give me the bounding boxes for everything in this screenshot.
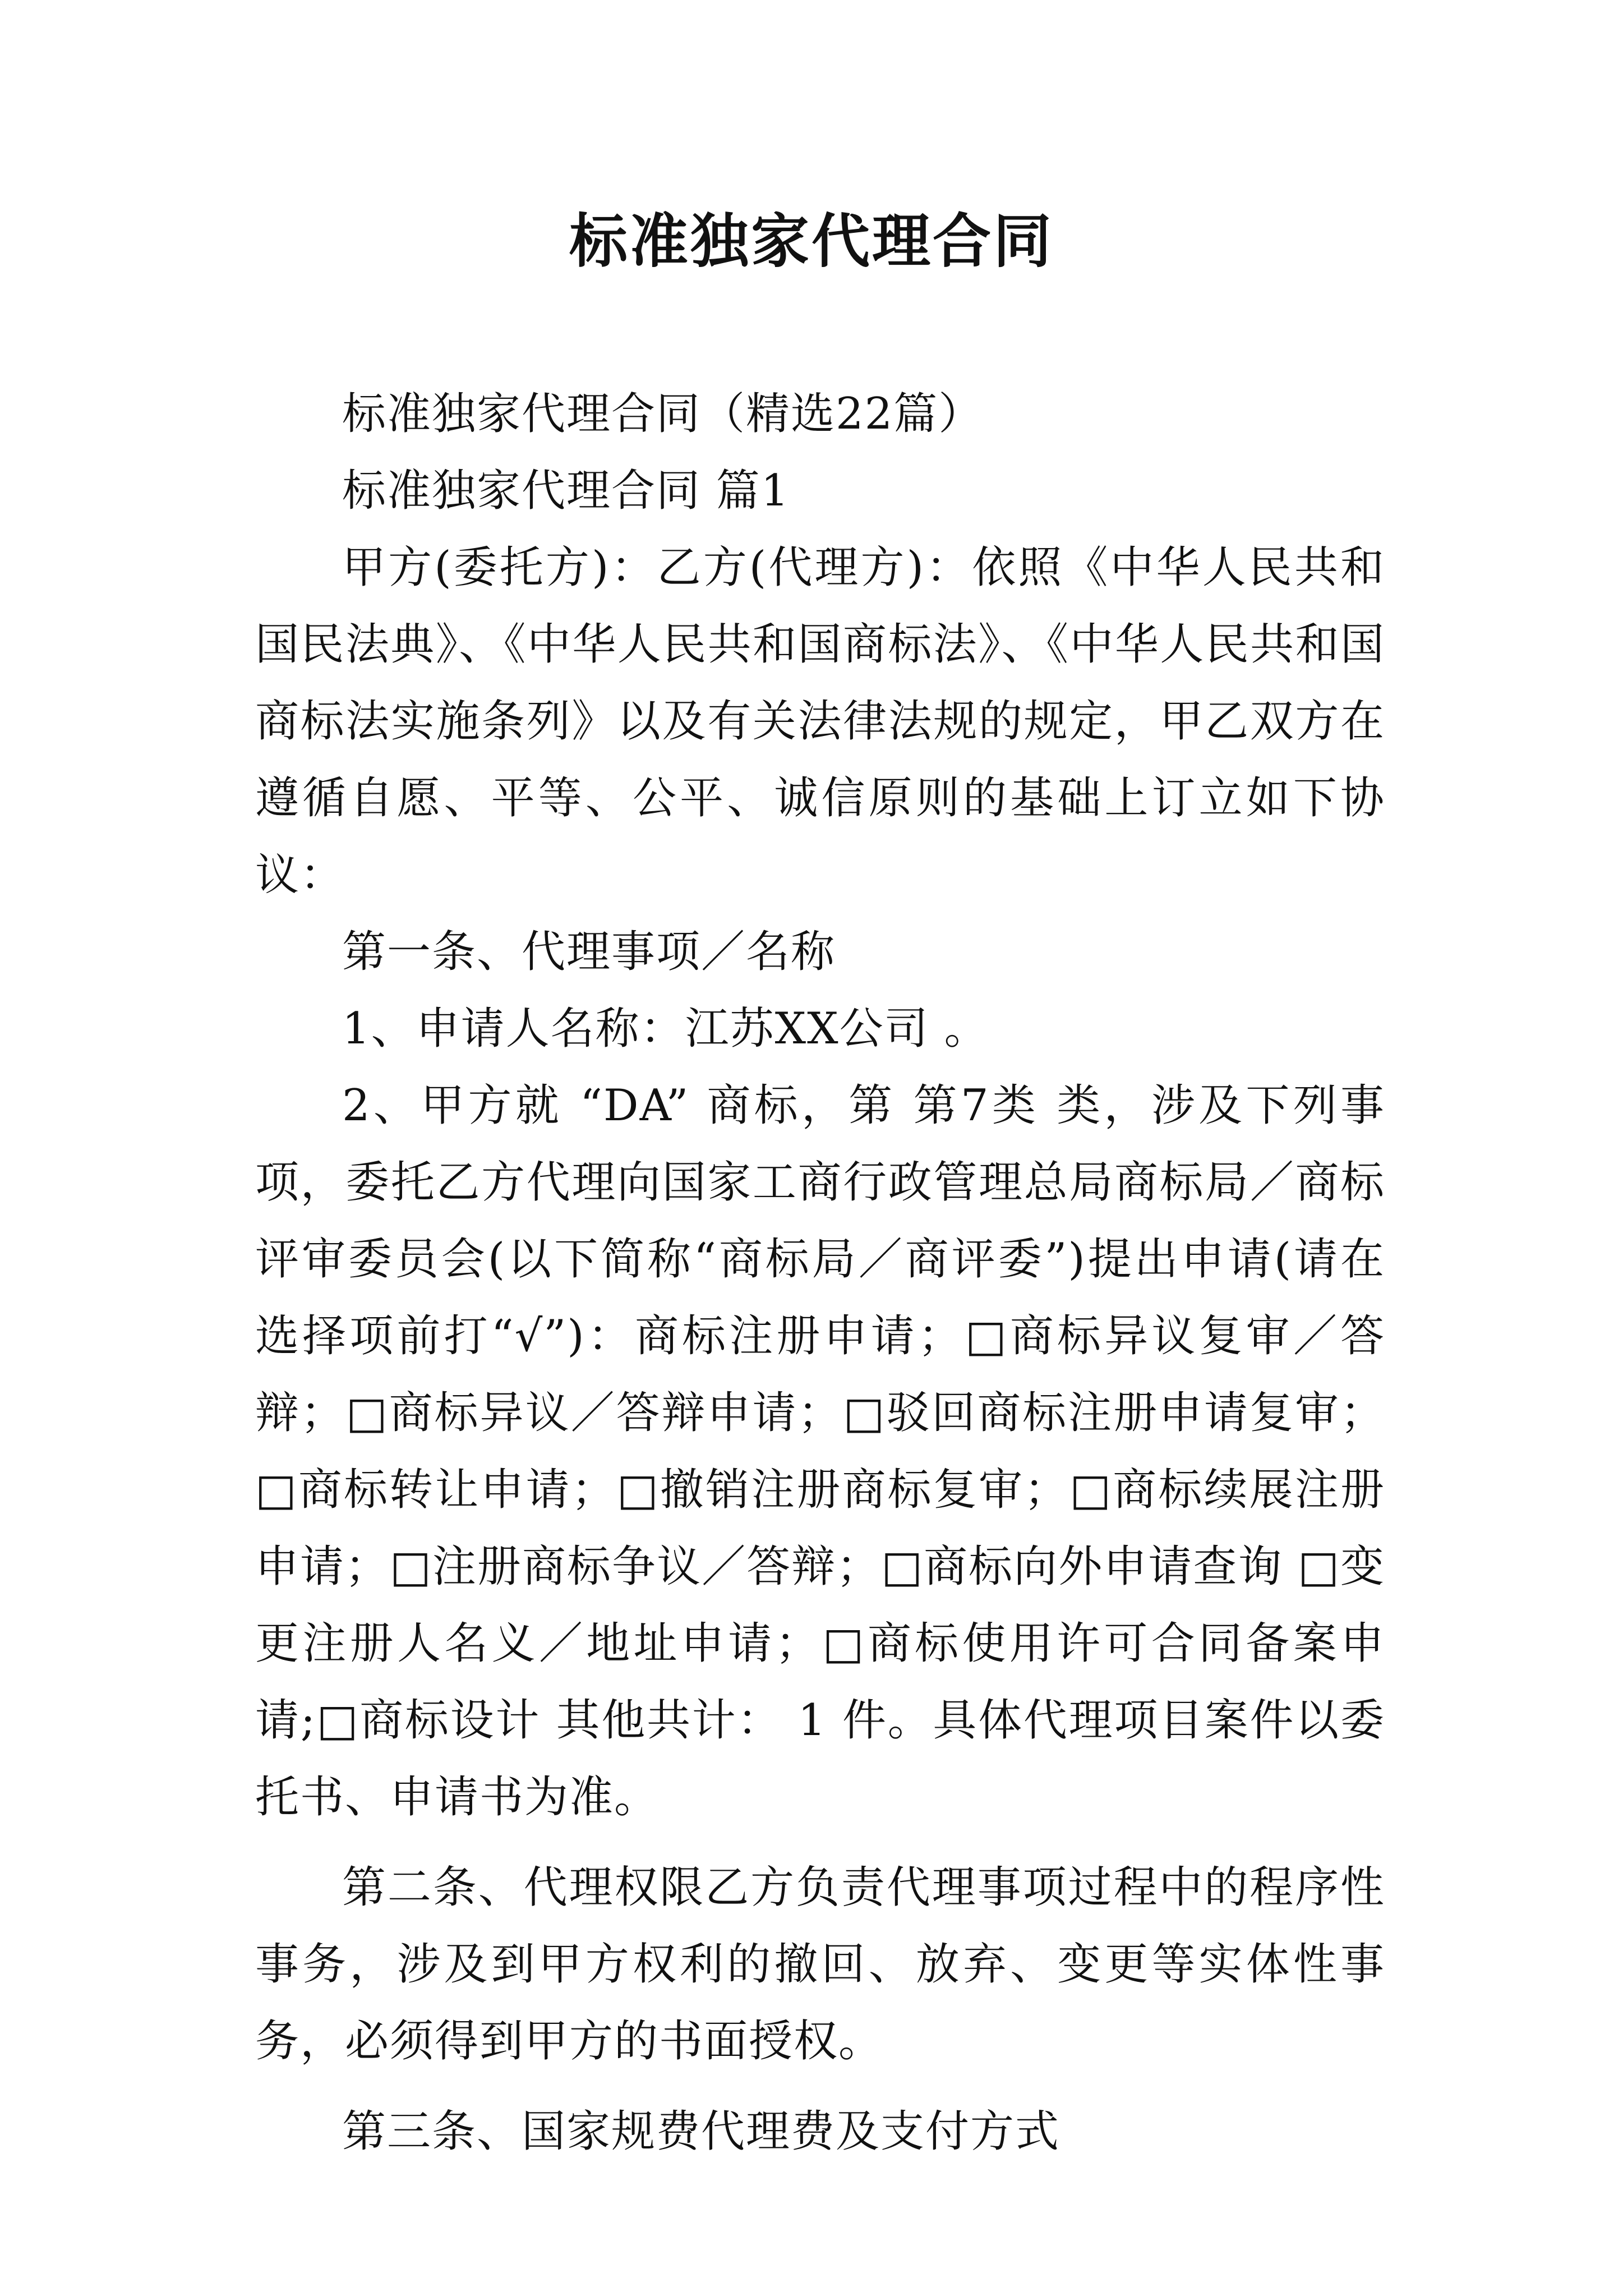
document-subtitle: 标准独家代理合同（精选22篇）	[342, 389, 984, 439]
paragraph-parties: 甲方(委托方)：乙方(代理方)：依照《中华人民共和国民法典》、《中华人民共和国商标法》、《中华人民共和国商标法实施条列》以及有关法律法规的规定，甲乙双方在遵循自愿、平等、公平、诚信原则的基础上订立如下协议：	[255, 542, 1385, 900]
section-heading-part-1: 标准独家代理合同 篇1	[342, 466, 790, 516]
article-2-paragraph: 第二条、代理权限乙方负责代理事项过程中的程序性事务，涉及到甲方权利的撤回、放弃、变更等实体性事务，必须得到甲方的书面授权。	[255, 1862, 1385, 2067]
article-3-heading: 第三条、国家规费代理费及支付方式	[342, 2106, 1061, 2157]
document-body	[255, 376, 1385, 2170]
clause-1-applicant: 1、申请人名称：江苏XX公司 。	[342, 1004, 989, 1054]
document-title: 标准独家代理合同	[569, 207, 1054, 275]
article-1-heading: 第一条、代理事项／名称	[342, 927, 836, 977]
clause-2-items: 2、甲方就 “DA” 商标，第 第7类 类，涉及下列事项，委托乙方代理向国家工商行政管理总局商标局／商标评审委员会(以下简称“商标局／商评委”)提出申请(请在选择项前打“√”)：商标注册申请；□商标异议复审／答辩；□商标异议／答辩申请；□驳回商标注册申请复审；□商标转让申请；□撤销注册商标复审；□商标续展注册申请；□注册商标争议／答辩；□商标向外申请查询 □变更注册人名义／地址申请；□商标使用许可合同备案申请;□商标设计 其他共计： 1 件。具体代理项目案件以委托书、申请书为准。	[255, 1080, 1385, 1823]
